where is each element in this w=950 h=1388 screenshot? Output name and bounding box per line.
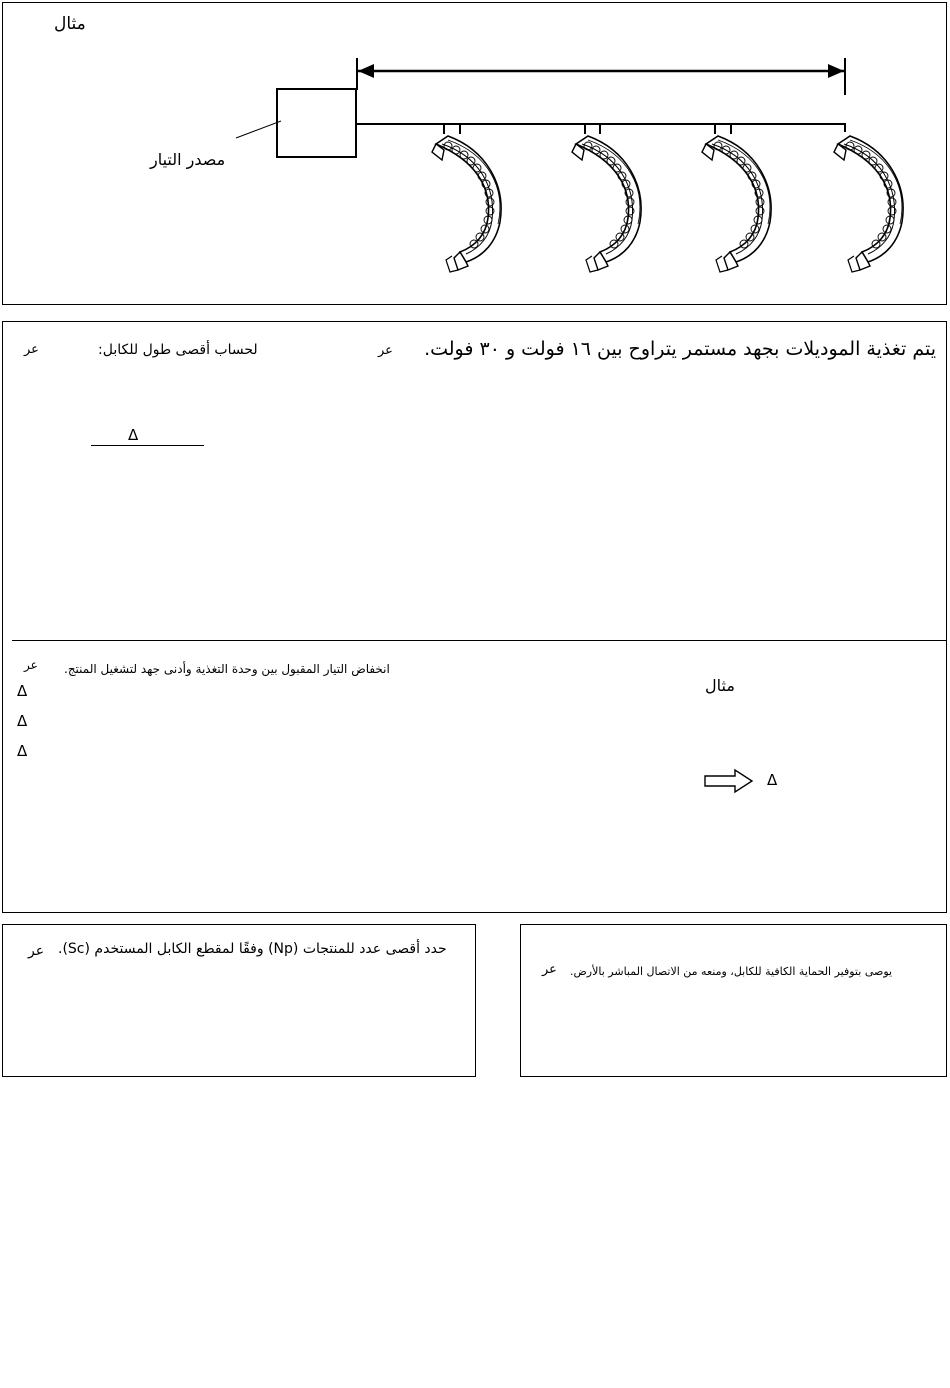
intro-text: يتم تغذية الموديلات بجهد مستمر يتراوح بين ١٦ فولت و ٣٠ فولت. xyxy=(424,338,936,360)
voltage-drop-marker: عر xyxy=(24,658,38,672)
calc-marker: عر xyxy=(24,342,39,357)
delta-item-1: Δ xyxy=(17,682,28,700)
voltage-drop-text: انخفاض التيار المقبول بين وحدة التغذية وأدنى جهد لتشغيل المنتج. xyxy=(64,662,390,676)
formula-delta: Δ xyxy=(128,426,139,444)
delta-item-2: Δ xyxy=(17,712,28,730)
products-text: حدد أقصى عدد للمنتجات (Np) وفقًا لمقطع الكابل المستخدم (Sc). xyxy=(58,941,447,957)
protection-panel xyxy=(520,924,947,1077)
voltage-example-label: مثال xyxy=(705,676,735,695)
protection-marker: عر xyxy=(542,962,557,977)
delta-item-3: Δ xyxy=(17,742,28,760)
calc-title: لحساب أقصى طول للكابل: xyxy=(98,342,258,358)
protection-text: يوصى بتوفير الحماية الكافية للكابل، ومنعه من الاتصال المباشر بالأرض. xyxy=(570,965,893,978)
example-delta: Δ xyxy=(767,771,778,789)
power-source-label: مصدر التيار xyxy=(150,150,226,169)
intro-marker: عر xyxy=(378,343,393,358)
diagram-example-label: مثال xyxy=(54,14,86,34)
products-marker: عر xyxy=(28,943,45,959)
